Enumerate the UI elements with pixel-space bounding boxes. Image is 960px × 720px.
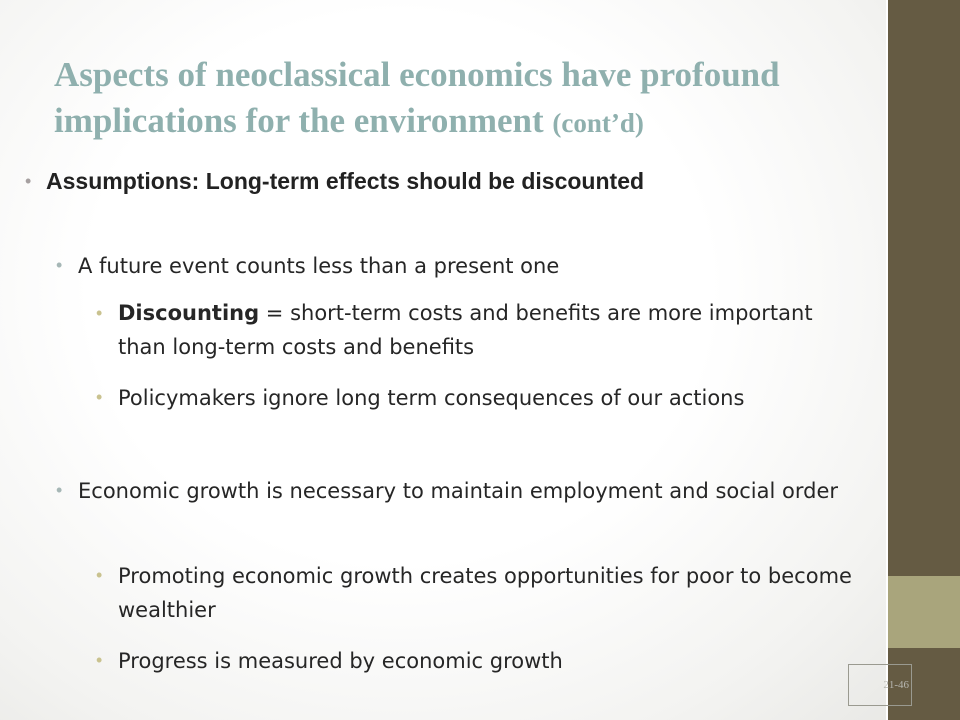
bullet-marker: • bbox=[96, 387, 103, 407]
bullet-marker: • bbox=[96, 303, 103, 323]
title-main: Aspects of neoclassical economics have profound implications for the environment bbox=[54, 55, 780, 140]
title-suffix: (cont’d) bbox=[552, 108, 644, 138]
bullet-assumptions: Assumptions: Long-term effects should be discounted bbox=[46, 168, 645, 194]
bullet-discounting bbox=[118, 296, 858, 364]
bullet-economic-growth: Economic growth is necessary to maintain employment and social order bbox=[78, 479, 838, 503]
bullet-marker: • bbox=[56, 255, 63, 275]
bullet-marker: • bbox=[96, 650, 103, 670]
bullet-promoting-growth: Promoting economic growth creates opportunities for poor to become wealthier bbox=[118, 564, 852, 622]
bullet-marker: • bbox=[56, 480, 63, 500]
bullet-future-event: A future event counts less than a present one bbox=[78, 254, 560, 278]
term-discounting: Discounting bbox=[118, 301, 260, 325]
discounting-definition: = short-term costs and benefits are more important than long-term costs and benefits bbox=[118, 301, 813, 359]
page-number: 21-46 bbox=[848, 664, 912, 706]
bullet-progress: Progress is measured by economic growth bbox=[118, 649, 563, 673]
right-accent-block bbox=[888, 576, 960, 648]
bullet-marker: • bbox=[25, 171, 32, 191]
bullet-marker: • bbox=[96, 565, 103, 585]
bullet-policymakers: Policymakers ignore long term consequences of our actions bbox=[118, 386, 745, 410]
